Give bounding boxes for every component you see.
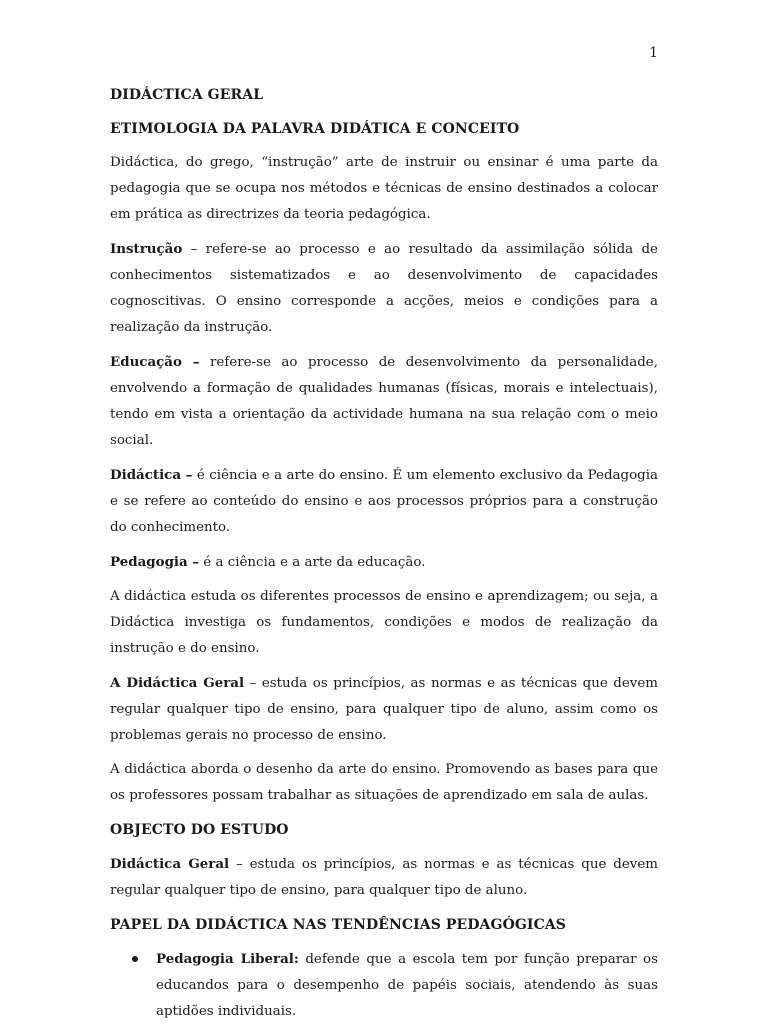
paragraph-estuda: A didáctica estuda os diferentes processos de ensino e aprendizagem; ou seja, a Didáctica investiga os fundamentos, condições e modos de realização da instrução e do ensino. xyxy=(110,589,658,656)
definition-educacao xyxy=(110,349,658,454)
tendencias-list xyxy=(110,946,658,1024)
list-item-text: defende que a escola tem por função preparar os educandos para o desempenho de papéis sociais, atendendo às suas aptidões individuais. xyxy=(156,952,658,1019)
document-body xyxy=(110,82,658,1024)
definition-text: – estuda os princípios, as normas e as técnicas que devem regular qualquer tipo de ensino, para qualquer tipo de aluno. xyxy=(110,857,658,898)
definition-text: refere-se ao processo de desenvolvimento da personalidade, envolvendo a formação de qualidades humanas (físicas, morais e intelectuais), tendo em vista a orientação da actividade humana na sua relação com o meio social. xyxy=(110,355,658,448)
definition-text: – refere-se ao processo e ao resultado da assimilação sólida de conhecimentos sistematizados e ao desenvolvimento de capacidades cognoscitivas. O ensino corresponde a acções, meios e condições para a realização da instrução. xyxy=(110,242,658,335)
section-heading-objecto: OBJECTO DO ESTUDO xyxy=(110,822,289,838)
list-item-term: Pedagogia Liberal: xyxy=(156,951,299,967)
paragraph-aborda: A didáctica aborda o desenho da arte do ensino. Promovendo as bases para que os professores possam trabalhar as situações de aprendizado em sala de aulas. xyxy=(110,762,658,803)
document-title: DIDÁCTICA GERAL xyxy=(110,87,264,103)
definition-term: Pedagogia – xyxy=(110,554,200,570)
definition-term: Didáctica – xyxy=(110,467,193,483)
section-heading-etimologia: ETIMOLOGIA DA PALAVRA DIDÁTICA E CONCEITO xyxy=(110,121,520,137)
paragraph-didactica-geral xyxy=(110,670,658,749)
definition-term: Instrução xyxy=(110,241,183,257)
list-item xyxy=(110,946,658,1024)
definition-didactica xyxy=(110,462,658,541)
intro-paragraph: Didáctica, do grego, “instrução” arte de instruir ou ensinar é uma parte da pedagogia que se ocupa nos métodos e técnicas de ensino destinados a colocar em prática as directrizes da teoria pedagógica. xyxy=(110,155,658,222)
paragraph-objecto xyxy=(110,851,658,904)
definition-term: Didáctica Geral xyxy=(110,856,230,872)
definition-instrucao xyxy=(110,236,658,341)
page-number: 1 xyxy=(649,45,658,61)
section-heading-papel: PAPEL DA DIDÁCTICA NAS TENDÊNCIAS PEDAGÓGICAS xyxy=(110,917,566,933)
definition-term: Educação – xyxy=(110,354,200,370)
definition-text: é ciência e a arte do ensino. É um elemento exclusivo da Pedagogia e se refere ao conteúdo do ensino e aos processos próprios para a construção do conhecimento. xyxy=(110,468,658,535)
definition-text: – estuda os princípios, as normas e as técnicas que devem regular qualquer tipo de ensino, para qualquer tipo de aluno, assim como os problemas gerais no processo de ensino. xyxy=(110,676,658,743)
definition-text: é a ciência e a arte da educação. xyxy=(199,555,426,570)
bullet-icon xyxy=(132,956,138,962)
definition-term: A Didáctica Geral xyxy=(110,675,245,691)
definition-pedagogia xyxy=(110,549,658,576)
